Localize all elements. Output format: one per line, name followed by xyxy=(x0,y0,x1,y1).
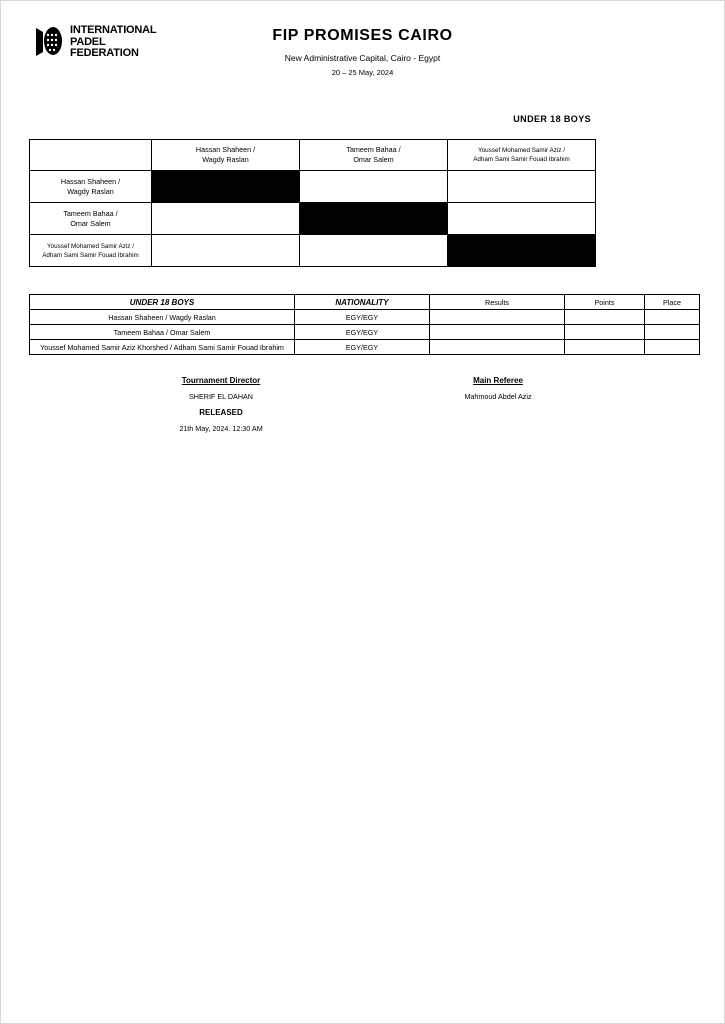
grid-row-header-1 xyxy=(30,171,152,203)
release-timestamp: 21th May, 2024. 12:30 AM xyxy=(179,424,263,433)
tournament-director-block xyxy=(136,376,306,433)
main-referee-block xyxy=(413,376,583,401)
grid-col-head-1-line2: Wagdy Raslan xyxy=(202,155,249,164)
standings-header-place: Place xyxy=(645,295,700,310)
grid-row-head-1-line1: Hassan Shaheen / xyxy=(60,176,121,186)
standings-header-nationality: NATIONALITY xyxy=(295,295,430,310)
standings-place-2[interactable] xyxy=(645,325,700,340)
grid-cell-3-2[interactable] xyxy=(300,235,448,267)
tournament-director-title: Tournament Director xyxy=(181,376,261,385)
main-referee-name: Mahmoud Abdel Aziz xyxy=(464,392,532,401)
grid-cell-blocked-2-2 xyxy=(300,203,448,235)
standings-nationality-3: EGY/EGY xyxy=(295,340,430,355)
grid-corner-cell xyxy=(30,140,152,171)
standings-points-3[interactable] xyxy=(565,340,645,355)
standings-header-points: Points xyxy=(565,295,645,310)
grid-col-head-2-line2: Omar Salem xyxy=(353,155,394,164)
standings-header-row xyxy=(30,295,700,310)
main-referee-title: Main Referee xyxy=(473,376,523,385)
standings-team-3: Youssef Mohamed Samir Aziz Khorshed / Adham Sami Samir Fouad Ibrahim xyxy=(30,340,295,355)
grid-column-header-1 xyxy=(152,140,300,171)
standings-results-2[interactable] xyxy=(430,325,565,340)
standings-table-wrap xyxy=(29,294,700,355)
grid-row-header-3 xyxy=(30,235,152,267)
grid-row-header-2 xyxy=(30,203,152,235)
table-row xyxy=(30,140,596,171)
grid-cell-blocked-3-3 xyxy=(448,235,596,267)
table-row xyxy=(30,310,700,325)
grid-col-head-2-line1: Tameem Bahaa / xyxy=(346,145,401,154)
grid-cell-3-1[interactable] xyxy=(152,235,300,267)
standings-table xyxy=(29,294,700,355)
grid-column-header-3 xyxy=(448,140,596,171)
grid-col-head-3-line1: Youssef Mohamed Samir Aziz / xyxy=(478,147,565,154)
grid-row-head-3-line1: Youssef Mohamed Samir Aziz / xyxy=(47,242,134,250)
standings-team-1: Hassan Shaheen / Wagdy Raslan xyxy=(30,310,295,325)
table-row xyxy=(30,325,700,340)
logo-line-3: FEDERATION xyxy=(70,47,139,59)
grid-cell-1-2[interactable] xyxy=(300,171,448,203)
standings-place-1[interactable] xyxy=(645,310,700,325)
grid-cell-blocked-1-1 xyxy=(152,171,300,203)
grid-cell-1-3[interactable] xyxy=(448,171,596,203)
standings-nationality-1: EGY/EGY xyxy=(295,310,430,325)
standings-nationality-2: EGY/EGY xyxy=(295,325,430,340)
logo-line-1: INTERNATIONAL xyxy=(70,24,157,36)
standings-place-3[interactable] xyxy=(645,340,700,355)
tournament-director-name: SHERIF EL DAHAN xyxy=(188,392,254,401)
category-heading: UNDER 18 BOYS xyxy=(513,114,591,124)
grid-cell-2-3[interactable] xyxy=(448,203,596,235)
table-row xyxy=(30,171,596,203)
grid-col-head-3-line2: Adham Sami Samir Fouad Ibrahim xyxy=(473,156,570,163)
round-robin-grid xyxy=(29,139,596,267)
grid-cell-2-1[interactable] xyxy=(152,203,300,235)
table-row xyxy=(30,235,596,267)
grid-row-head-2-line2: Omar Salem xyxy=(70,218,111,228)
standings-results-3[interactable] xyxy=(430,340,565,355)
standings-results-1[interactable] xyxy=(430,310,565,325)
round-robin-table xyxy=(29,139,596,267)
standings-header-team: UNDER 18 BOYS xyxy=(30,295,295,310)
standings-header-results: Results xyxy=(430,295,565,310)
venue-subtitle: New Administrative Capital, Cairo - Egypt xyxy=(284,53,441,63)
title-block xyxy=(1,27,724,77)
table-row xyxy=(30,203,596,235)
logo-line-2: PADEL xyxy=(70,35,106,48)
grid-row-head-1-line2: Wagdy Raslan xyxy=(67,186,114,196)
status-badge: RELEASED xyxy=(199,408,243,417)
grid-col-head-1-line1: Hassan Shaheen / xyxy=(195,145,256,154)
table-row xyxy=(30,340,700,355)
dates-subtitle: 20 – 25 May, 2024 xyxy=(331,68,394,77)
standings-points-1[interactable] xyxy=(565,310,645,325)
standings-points-2[interactable] xyxy=(565,325,645,340)
grid-row-head-3-line2: Adham Sami Samir Fouad Ibrahim xyxy=(42,251,139,259)
grid-column-header-2 xyxy=(300,140,448,171)
page-title: FIP PROMISES CAIRO xyxy=(272,27,453,44)
grid-row-head-2-line1: Tameem Bahaa / xyxy=(63,208,118,218)
standings-team-2: Tameem Bahaa / Omar Salem xyxy=(30,325,295,340)
document-header xyxy=(1,1,724,93)
